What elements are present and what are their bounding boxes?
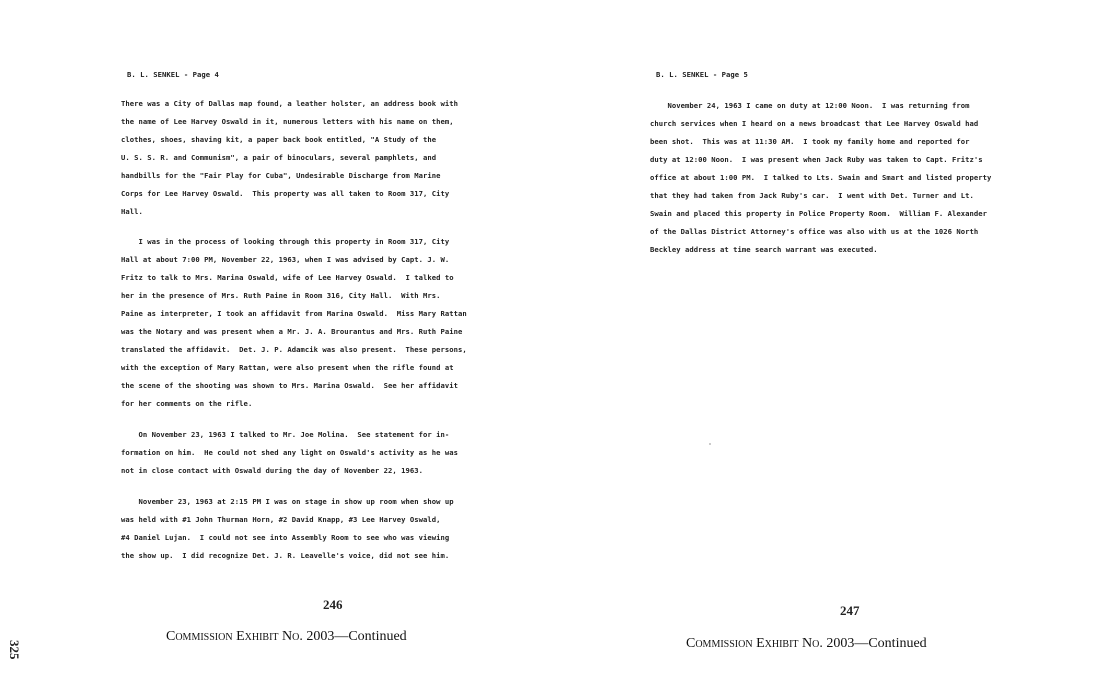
text-line: handbills for the "Fair Play for Cuba", Undesirable Discharge from Marine <box>121 171 441 180</box>
text-line: I was in the process of looking through this property in Room 317, City <box>121 237 450 246</box>
text-line: formation on him. He could not shed any light on Oswald's activity as he was <box>121 448 459 457</box>
text-line: On November 23, 1963 I talked to Mr. Joe Molina. See statement for in- <box>121 430 450 439</box>
caption-prefix: Commission Exhibit No. <box>686 636 823 651</box>
text-line: Hall. <box>121 207 143 216</box>
text-line: U. S. S. R. and Communism", a pair of binoculars, several pamphlets, and <box>121 153 437 162</box>
text-line: Swain and placed this property in Police Property Room. William F. Alexander <box>650 209 988 218</box>
text-line: November 23, 1963 at 2:15 PM I was on stage in show up room when show up <box>121 497 454 506</box>
text-line: #4 Daniel Lujan. I could not see into Assembly Room to see who was viewing <box>121 533 450 542</box>
text-line: of the Dallas District Attorney's office was also with us at the 1026 North <box>650 227 979 236</box>
text-line: There was a City of Dallas map found, a leather holster, an address book with <box>121 99 459 108</box>
margin-page-number: 325 <box>7 640 22 660</box>
text-line: not in close contact with Oswald during the day of November 22, 1963. <box>121 466 424 475</box>
text-line: was held with #1 John Thurman Horn, #2 David Knapp, #3 Lee Harvey Oswald, <box>121 515 441 524</box>
right-page-header: B. L. SENKEL - Page 5 <box>656 70 748 79</box>
text-line: Paine as interpreter, I took an affidavit from Marina Oswald. Miss Mary Rattan <box>121 309 467 318</box>
caption-suffix: 2003—Continued <box>826 636 927 651</box>
left-page-header: B. L. SENKEL - Page 4 <box>127 70 219 79</box>
text-line: for her comments on the rifle. <box>121 399 253 408</box>
text-line: clothes, shoes, shaving kit, a paper back book entitled, "A Study of the <box>121 135 437 144</box>
text-line: church services when I heard on a news broadcast that Lee Harvey Oswald had <box>650 119 979 128</box>
text-line: November 24, 1963 I came on duty at 12:00 Noon. I was returning from <box>650 101 970 110</box>
text-line: Beckley address at time search warrant was executed. <box>650 245 878 254</box>
text-line: duty at 12:00 Noon. I was present when Jack Ruby was taken to Capt. Fritz's <box>650 155 983 164</box>
right-page-caption <box>686 636 927 652</box>
text-line: the scene of the shooting was shown to Mrs. Marina Oswald. See her affidavit <box>121 381 459 390</box>
text-line: Fritz to talk to Mrs. Marina Oswald, wife of Lee Harvey Oswald. I talked to <box>121 273 454 282</box>
text-line: the name of Lee Harvey Oswald in it, numerous letters with his name on them, <box>121 117 454 126</box>
caption-prefix: Commission Exhibit No. <box>166 629 303 644</box>
text-line: translated the affidavit. Det. J. P. Adamcik was also present. These persons, <box>121 345 467 354</box>
text-line: with the exception of Mary Rattan, were also present when the rifle found at <box>121 363 454 372</box>
text-line: been shot. This was at 11:30 AM. I took my family home and reported for <box>650 137 970 146</box>
left-page-number: 246 <box>323 597 343 612</box>
text-line: her in the presence of Mrs. Ruth Paine in Room 316, City Hall. With Mrs. <box>121 291 441 300</box>
right-page <box>560 0 1094 691</box>
text-line: that they had taken from Jack Ruby's car. I went with Det. Turner and Lt. <box>650 191 974 200</box>
left-page-caption <box>166 629 407 645</box>
right-page-number: 247 <box>840 603 860 618</box>
text-line: Corps for Lee Harvey Oswald. This property was all taken to Room 317, City <box>121 189 450 198</box>
text-line: was the Notary and was present when a Mr. J. A. Brourantus and Mrs. Ruth Paine <box>121 327 463 336</box>
text-line: office at about 1:00 PM. I talked to Lts. Swain and Smart and listed property <box>650 173 992 182</box>
scan-speck <box>709 443 711 445</box>
text-line: the show up. I did recognize Det. J. R. Leavelle's voice, did not see him. <box>121 551 450 560</box>
text-line: Hall at about 7:00 PM, November 22, 1963, when I was advised by Capt. J. W. <box>121 255 450 264</box>
caption-suffix: 2003—Continued <box>306 629 407 644</box>
